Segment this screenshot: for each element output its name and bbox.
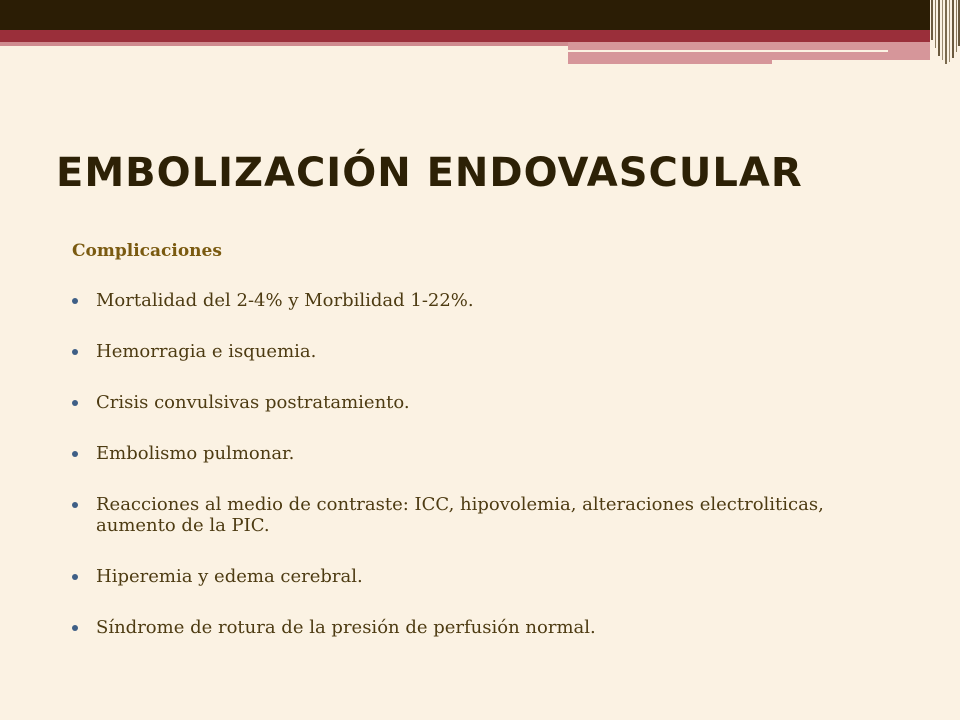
header-band-pink-left — [0, 42, 568, 46]
bullet-dot-icon — [72, 574, 78, 580]
slide-subtitle: Complicaciones — [72, 241, 222, 261]
bullet-dot-icon — [72, 298, 78, 304]
bullet-dot-icon — [72, 502, 78, 508]
bullet-text: Hemorragia e isquemia. — [96, 341, 317, 362]
bullet-item — [72, 341, 902, 362]
bullet-item — [72, 290, 902, 311]
bullet-text: Reacciones al medio de contraste: ICC, hipovolemia, alteraciones electroliticas, aumento de la PIC. — [96, 494, 824, 536]
header-band-highlight-line — [568, 50, 888, 52]
corner-stripes-decoration — [930, 0, 960, 64]
bullet-item — [72, 494, 902, 536]
bullet-list — [72, 290, 902, 668]
header-band-step — [772, 60, 930, 64]
bullet-item — [72, 617, 902, 638]
bullet-dot-icon — [72, 625, 78, 631]
bullet-dot-icon — [72, 451, 78, 457]
bullet-item — [72, 443, 902, 464]
header-band-red — [0, 30, 930, 42]
bullet-text: Hiperemia y edema cerebral. — [96, 566, 363, 587]
bullet-text: Embolismo pulmonar. — [96, 443, 295, 464]
bullet-dot-icon — [72, 349, 78, 355]
bullet-text: Mortalidad del 2-4% y Morbilidad 1-22%. — [96, 290, 474, 311]
bullet-text: Síndrome de rotura de la presión de perfusión normal. — [96, 617, 596, 638]
bullet-item — [72, 392, 902, 413]
bullet-item — [72, 566, 902, 587]
bullet-text: Crisis convulsivas postratamiento. — [96, 392, 410, 413]
header-band-dark — [0, 0, 930, 30]
slide-title: EMBOLIZACIÓN ENDOVASCULAR — [56, 150, 803, 196]
bullet-dot-icon — [72, 400, 78, 406]
